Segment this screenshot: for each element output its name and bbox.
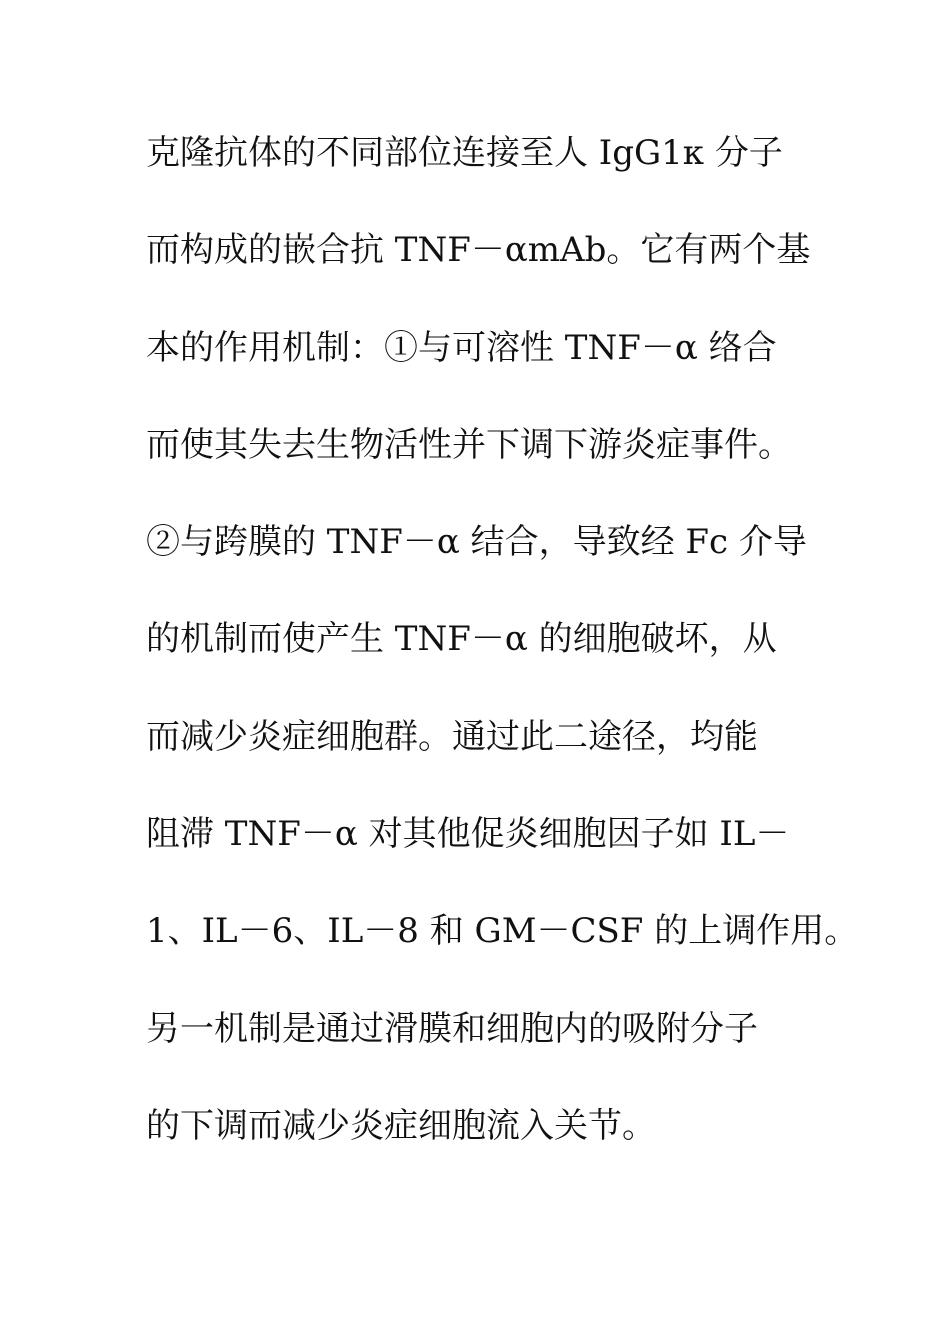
text-line: 的机制而使产生 TNF－α 的细胞破坏，从 [146, 619, 777, 660]
text-line: 而构成的嵌合抗 TNF－αmAb。它有两个基 [146, 230, 811, 271]
text-line: 而使其失去生物活性并下调下游炎症事件。 [146, 424, 792, 465]
text-line: 1、IL－6、IL－8 和 GM－CSF 的上调作用。 [146, 911, 859, 952]
text-line: 克隆抗体的不同部位连接至人 IgG1κ 分子 [146, 133, 783, 173]
text-line: 而减少炎症细胞群。通过此二途径，均能 [146, 716, 758, 757]
text-line: 阻滞 TNF－α 对其他促炎细胞因子如 IL－ [146, 814, 790, 855]
text-line: 本的作用机制：①与可溶性 TNF－α 络合 [146, 327, 777, 368]
text-line: 的下调而减少炎症细胞流入关节。 [146, 1105, 656, 1146]
text-line: 另一机制是通过滑膜和细胞内的吸附分子 [146, 1008, 758, 1049]
text-line: ②与跨膜的 TNF－α 结合，导致经 Fc 介导 [146, 522, 807, 563]
body-paragraph [146, 124, 859, 1194]
